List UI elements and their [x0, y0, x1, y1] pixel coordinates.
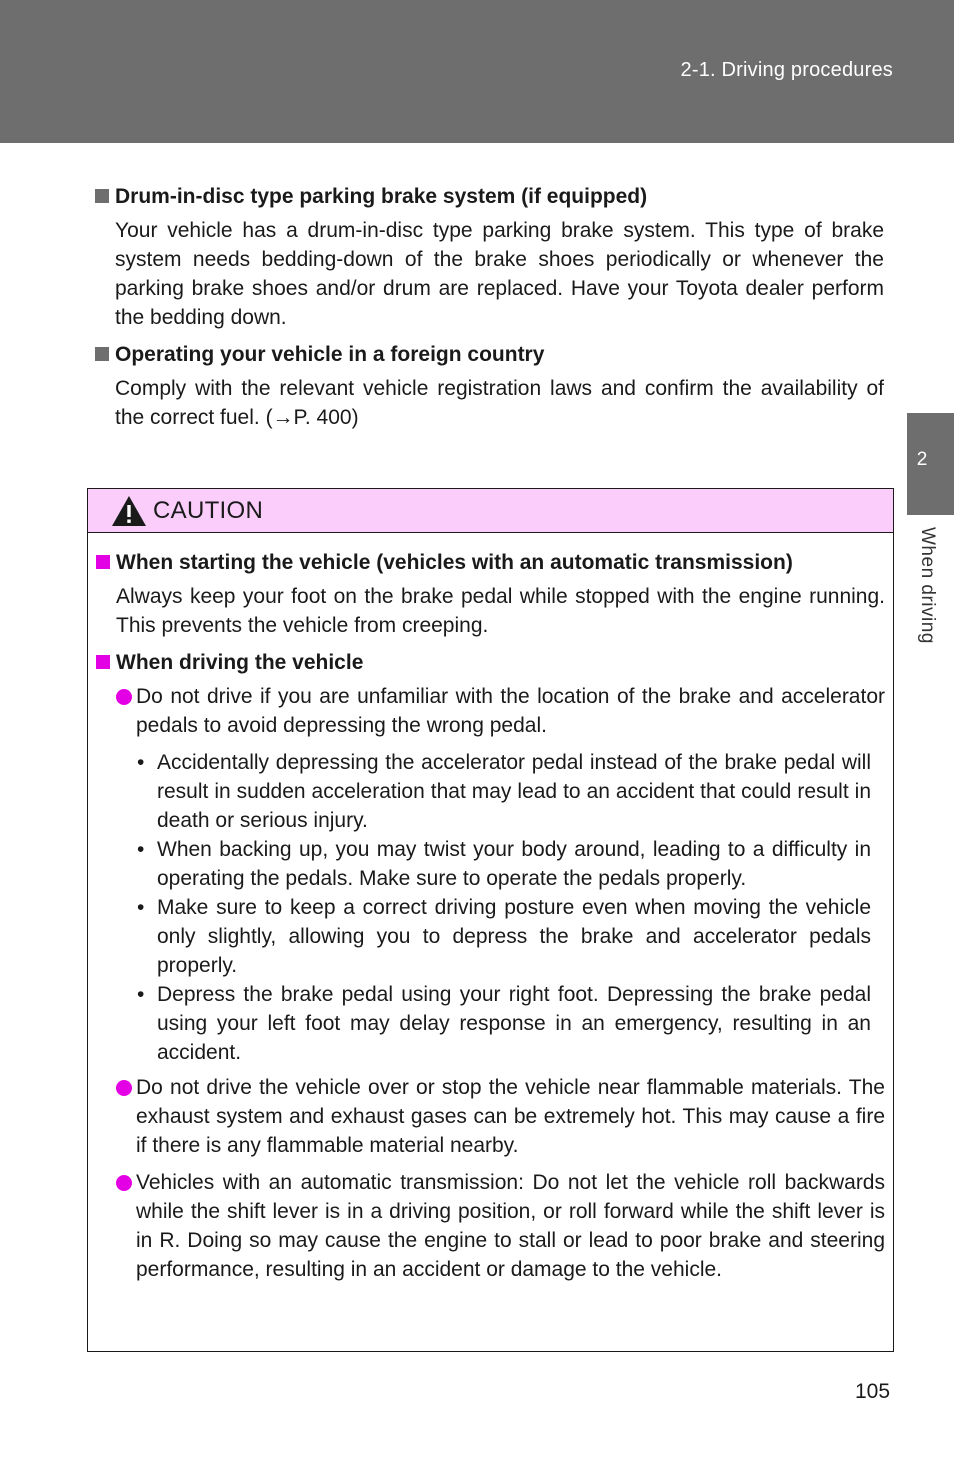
dot-bullet-icon: •: [137, 751, 145, 774]
list-item-text: Vehicles with an automatic transmission: Do not let the vehicle roll backwards while the shift lever is in a driving position, or roll forward while the shift lever is in R. Doing so may cause the engine to stall or lead to poor brake and steering performance, resulting in an accident or damage to the vehicle.: [136, 1171, 885, 1281]
section-heading-text: Drum-in-disc type parking brake system (if equipped): [115, 185, 648, 208]
caution-heading: [96, 548, 885, 577]
sub-list-item: [137, 893, 871, 980]
chapter-number: 2: [916, 449, 928, 470]
dot-bullet-icon: •: [137, 983, 145, 1006]
section-heading: [95, 182, 884, 211]
sub-list-item-text: Accidentally depressing the accelerator pedal instead of the brake pedal will result in sudden acceleration that may lead to an accident that could result in death or serious injury.: [157, 751, 871, 832]
list-item: [116, 682, 885, 740]
dot-bullet-icon: •: [137, 896, 145, 919]
caution-body: [88, 533, 893, 1284]
chapter-tab: [907, 413, 954, 515]
caution-title: CAUTION: [153, 496, 264, 524]
caution-header: [88, 489, 893, 533]
main-content: [95, 182, 884, 440]
circle-bullet-icon: [116, 689, 132, 705]
dot-bullet-icon: •: [137, 838, 145, 861]
caution-paragraph: Always keep your foot on the brake pedal while stopped with the engine running. This prevents the vehicle from creeping.: [116, 585, 885, 637]
page-number: 105: [855, 1380, 891, 1403]
square-bullet-icon: [95, 347, 109, 361]
section-heading: [95, 340, 884, 369]
circle-bullet-icon: [116, 1080, 132, 1096]
circle-bullet-icon: [116, 1175, 132, 1191]
list-item: [116, 1168, 885, 1284]
caution-heading: [96, 648, 885, 677]
sub-list-item: [137, 980, 871, 1067]
section-title: 2-1. Driving procedures: [680, 59, 893, 81]
list-item-text: Do not drive if you are unfamiliar with the location of the brake and accelerator pedals to avoid depressing the wrong pedal.: [136, 685, 885, 737]
caution-box: [87, 488, 894, 1352]
list-item-text: Do not drive the vehicle over or stop the vehicle near flammable materials. The exhaust system and exhaust gases can be extremely hot. This may cause a fire if there is any flammable material nearby.: [136, 1076, 885, 1157]
section-heading-text: Operating your vehicle in a foreign country: [115, 343, 545, 366]
square-bullet-icon: [96, 655, 110, 669]
sub-list-item-text: Make sure to keep a correct driving posture even when moving the vehicle only slightly, allowing you to depress the brake and accelerator pedals properly.: [157, 896, 871, 977]
header-band: [0, 0, 954, 143]
sub-list: [137, 748, 871, 1067]
section-paragraph: Your vehicle has a drum-in-disc type parking brake system. This type of brake system needs bedding-down of the brake shoes periodically or whenever the parking brake shoes and/or drum are replaced. Have your Toyota dealer perform the bedding down.: [115, 219, 884, 329]
sub-list-item: [137, 748, 871, 835]
sub-list-item: [137, 835, 871, 893]
list-item: [116, 1073, 885, 1160]
square-bullet-icon: [95, 189, 109, 203]
sub-list-item-text: When backing up, you may twist your body around, leading to a difficulty in operating the pedals. Make sure to operate the pedals properly.: [157, 838, 871, 890]
caution-heading-text: When starting the vehicle (vehicles with an automatic transmission): [116, 551, 793, 574]
warning-triangle-icon: [111, 495, 147, 527]
square-bullet-icon: [96, 555, 110, 569]
chapter-label: When driving: [917, 527, 938, 644]
sub-list-item-text: Depress the brake pedal using your right foot. Depressing the brake pedal using your left foot may delay response in an emergency, resulting in an accident.: [157, 983, 871, 1064]
section-paragraph: Comply with the relevant vehicle registration laws and confirm the availability of the correct fuel. (→P. 400): [115, 377, 884, 429]
caution-heading-text: When driving the vehicle: [116, 651, 364, 674]
